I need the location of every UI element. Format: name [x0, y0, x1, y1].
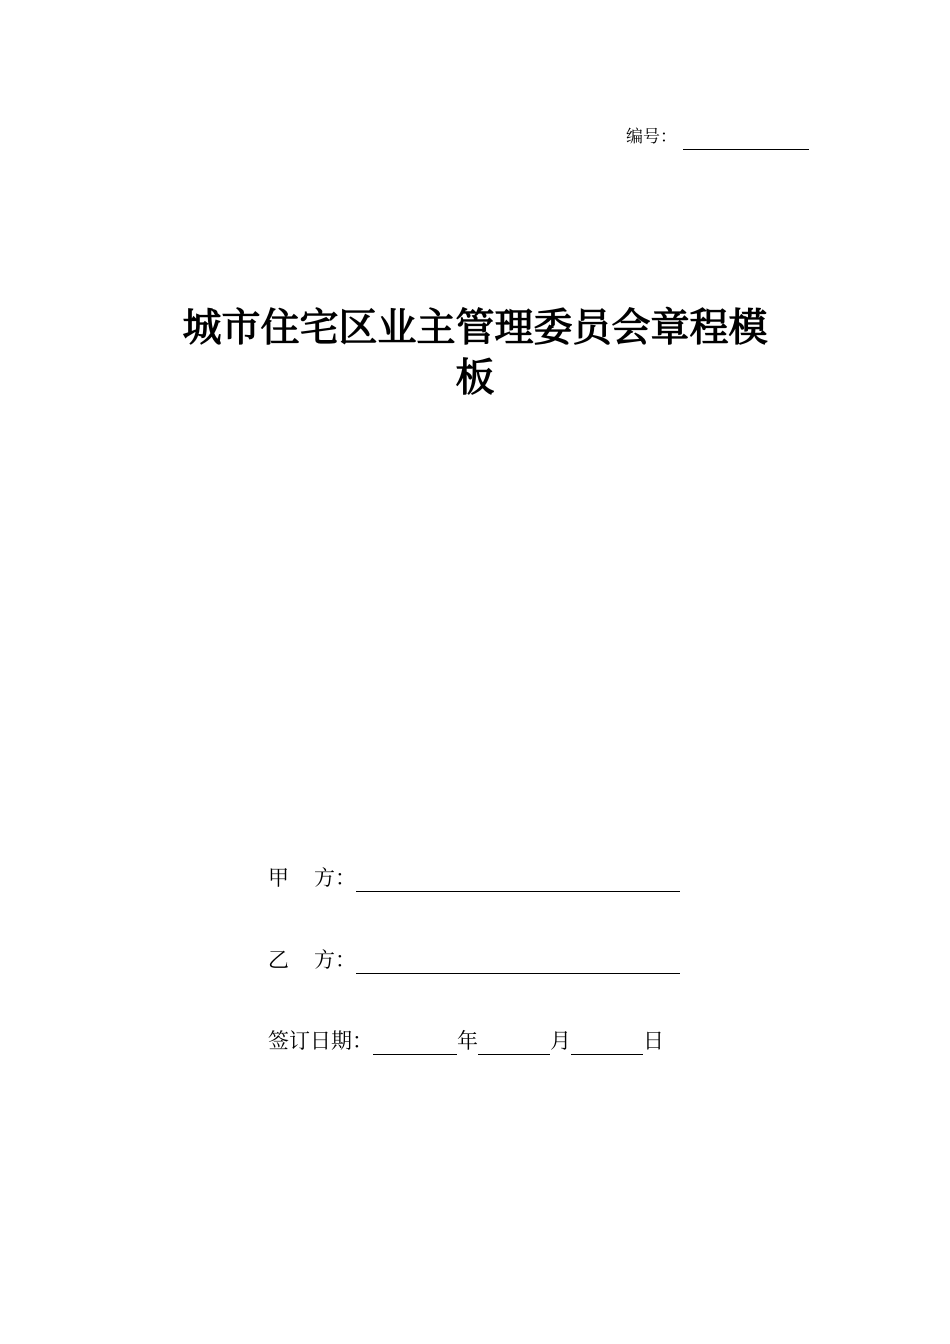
document-number [626, 124, 809, 150]
document-title-line-1: 城市住宅区业主管理委员会章程模 [182, 306, 768, 351]
document-number-blank[interactable] [683, 129, 809, 150]
party-a-blank[interactable] [356, 869, 680, 892]
party-b-label-char2: 方： [314, 948, 356, 972]
party-b-blank[interactable] [356, 951, 680, 974]
sign-date-year-label: 年 [457, 1029, 478, 1053]
sign-date-label: 签订日期： [268, 1029, 373, 1053]
document-title-line-2: 板 [455, 356, 495, 401]
party-b-row [268, 946, 680, 974]
sign-date-year-blank[interactable] [373, 1032, 457, 1055]
party-a-row [268, 864, 680, 892]
document-title [150, 304, 800, 404]
party-a-label-char1: 甲 [268, 866, 289, 890]
party-b-label-char1: 乙 [268, 948, 289, 972]
sign-date-month-blank[interactable] [478, 1032, 550, 1055]
document-number-label: 编号： [626, 127, 677, 147]
sign-date-month-label: 月 [550, 1029, 571, 1053]
party-a-label-char2: 方： [314, 866, 356, 890]
sign-date-row [268, 1027, 664, 1055]
sign-date-day-blank[interactable] [571, 1032, 643, 1055]
sign-date-day-label: 日 [643, 1029, 664, 1053]
